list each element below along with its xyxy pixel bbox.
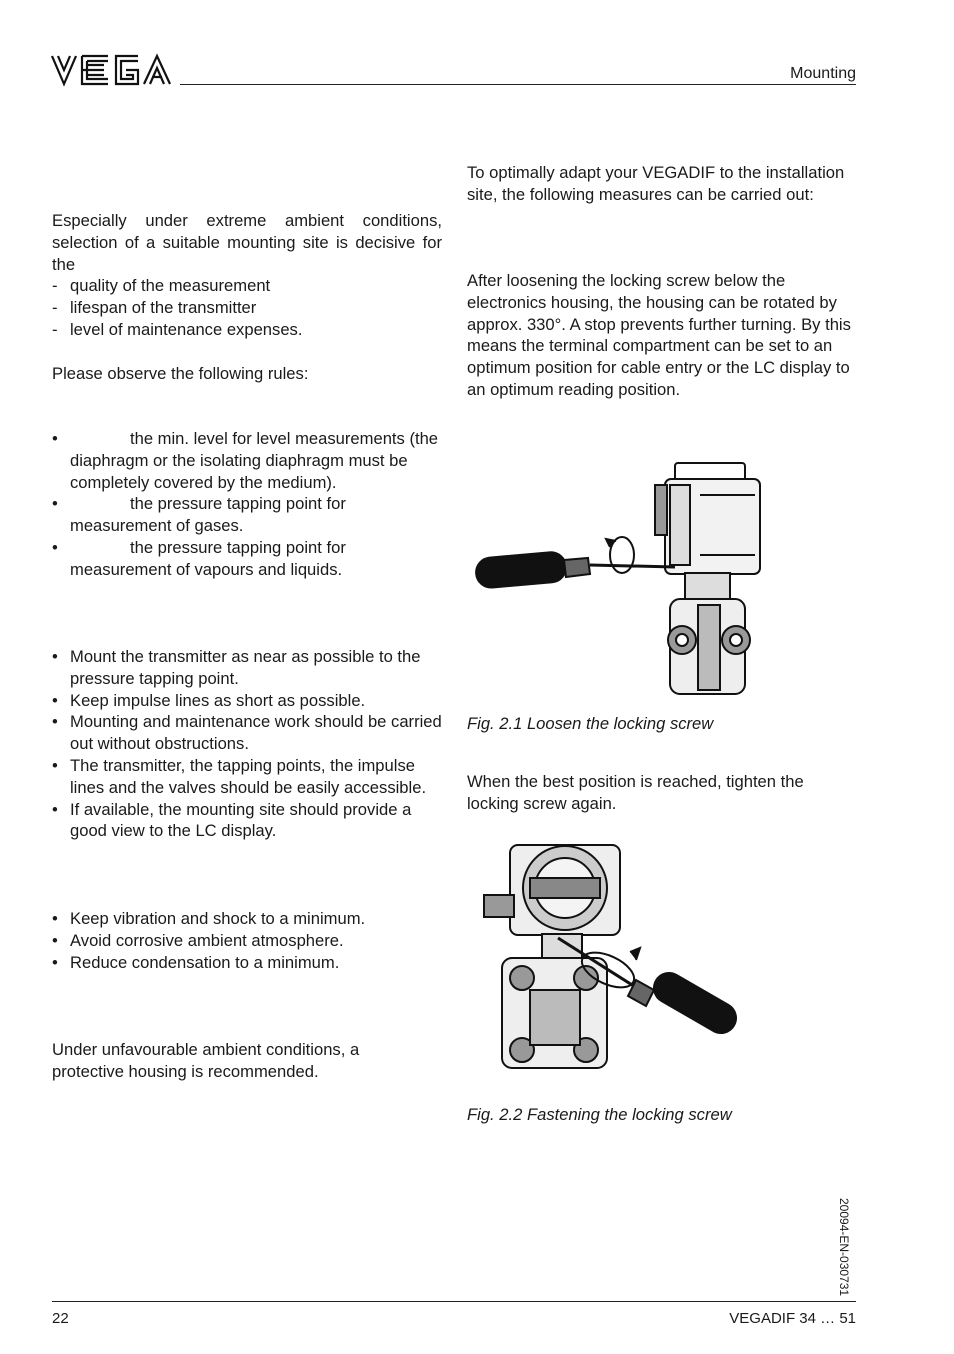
- rotation-paragraph: After loosening the locking screw below the electronics housing, the housing can be rotated by approx. 330°. A stop prevents further turning. By this means the terminal compartment can be set to an optimum position for cable entry or the LC display to an optimum reading position.: [467, 271, 851, 399]
- list-item: • Keep impulse lines as short as possible.: [52, 690, 366, 710]
- intro-list: [52, 275, 442, 340]
- list-item: - quality of the measurement: [52, 276, 271, 296]
- document-code: 20094-EN-030731: [837, 1198, 851, 1297]
- rules-intro: Please observe the following rules:: [52, 364, 309, 383]
- transmitter-loosen-illustration: [470, 455, 770, 695]
- footer-rule: [52, 1301, 856, 1302]
- page-number: 22: [52, 1310, 69, 1327]
- figure-caption-2-1: Fig. 2.1 Loosen the locking screw: [467, 714, 714, 733]
- vega-logo: [50, 52, 172, 88]
- figure-caption-2-2: Fig. 2.2 Fastening the locking screw: [467, 1105, 732, 1124]
- left-column: [52, 210, 442, 341]
- environment-list: [52, 908, 442, 973]
- list-item: • the pressure tapping point for measurement of gases.: [52, 494, 346, 536]
- mounting-list: [52, 646, 442, 842]
- vega-logo-icon: [50, 52, 172, 88]
- adapt-intro: To optimally adapt your VEGADIF to the installation site, the following measures can be carried out:: [467, 163, 845, 204]
- footer-model: VEGADIF 34 … 51: [729, 1310, 856, 1327]
- list-item: • Mounting and maintenance work should be carried out without obstructions.: [52, 712, 442, 754]
- list-item: • the min. level for level measurements (the diaphragm or the isolating diaphragm must be completely covered by the medium).: [52, 429, 439, 492]
- figure-fasten-screw: [480, 830, 750, 1075]
- list-item: - level of maintenance expenses.: [52, 319, 303, 339]
- header-rule: [180, 84, 856, 85]
- list-item: • Mount the transmitter as near as possible to the pressure tapping point.: [52, 647, 421, 688]
- transmitter-fasten-illustration: [480, 830, 750, 1075]
- list-item: • Reduce condensation to a minimum.: [52, 952, 340, 972]
- figure-loosen-screw: [470, 455, 770, 695]
- section-title: Mounting: [790, 65, 856, 82]
- intro-paragraph: Especially under extreme ambient conditions, selection of a suitable mounting site is decisive for the: [52, 211, 442, 274]
- tighten-paragraph: When the best position is reached, tighten the locking screw again.: [467, 772, 804, 813]
- list-item: • Avoid corrosive ambient atmosphere.: [52, 930, 344, 950]
- list-item: • the pressure tapping point for measurement of vapours and liquids.: [52, 537, 346, 579]
- list-item: • If available, the mounting site should provide a good view to the LC display.: [52, 799, 412, 841]
- location-list: [52, 428, 442, 581]
- list-item: • Keep vibration and shock to a minimum.: [52, 909, 366, 928]
- protective-housing-text: Under unfavourable ambient conditions, a protective housing is recommended.: [52, 1040, 360, 1081]
- list-item: • The transmitter, the tapping points, the impulse lines and the valves should be easily accessible.: [52, 755, 427, 797]
- list-item: - lifespan of the transmitter: [52, 298, 257, 318]
